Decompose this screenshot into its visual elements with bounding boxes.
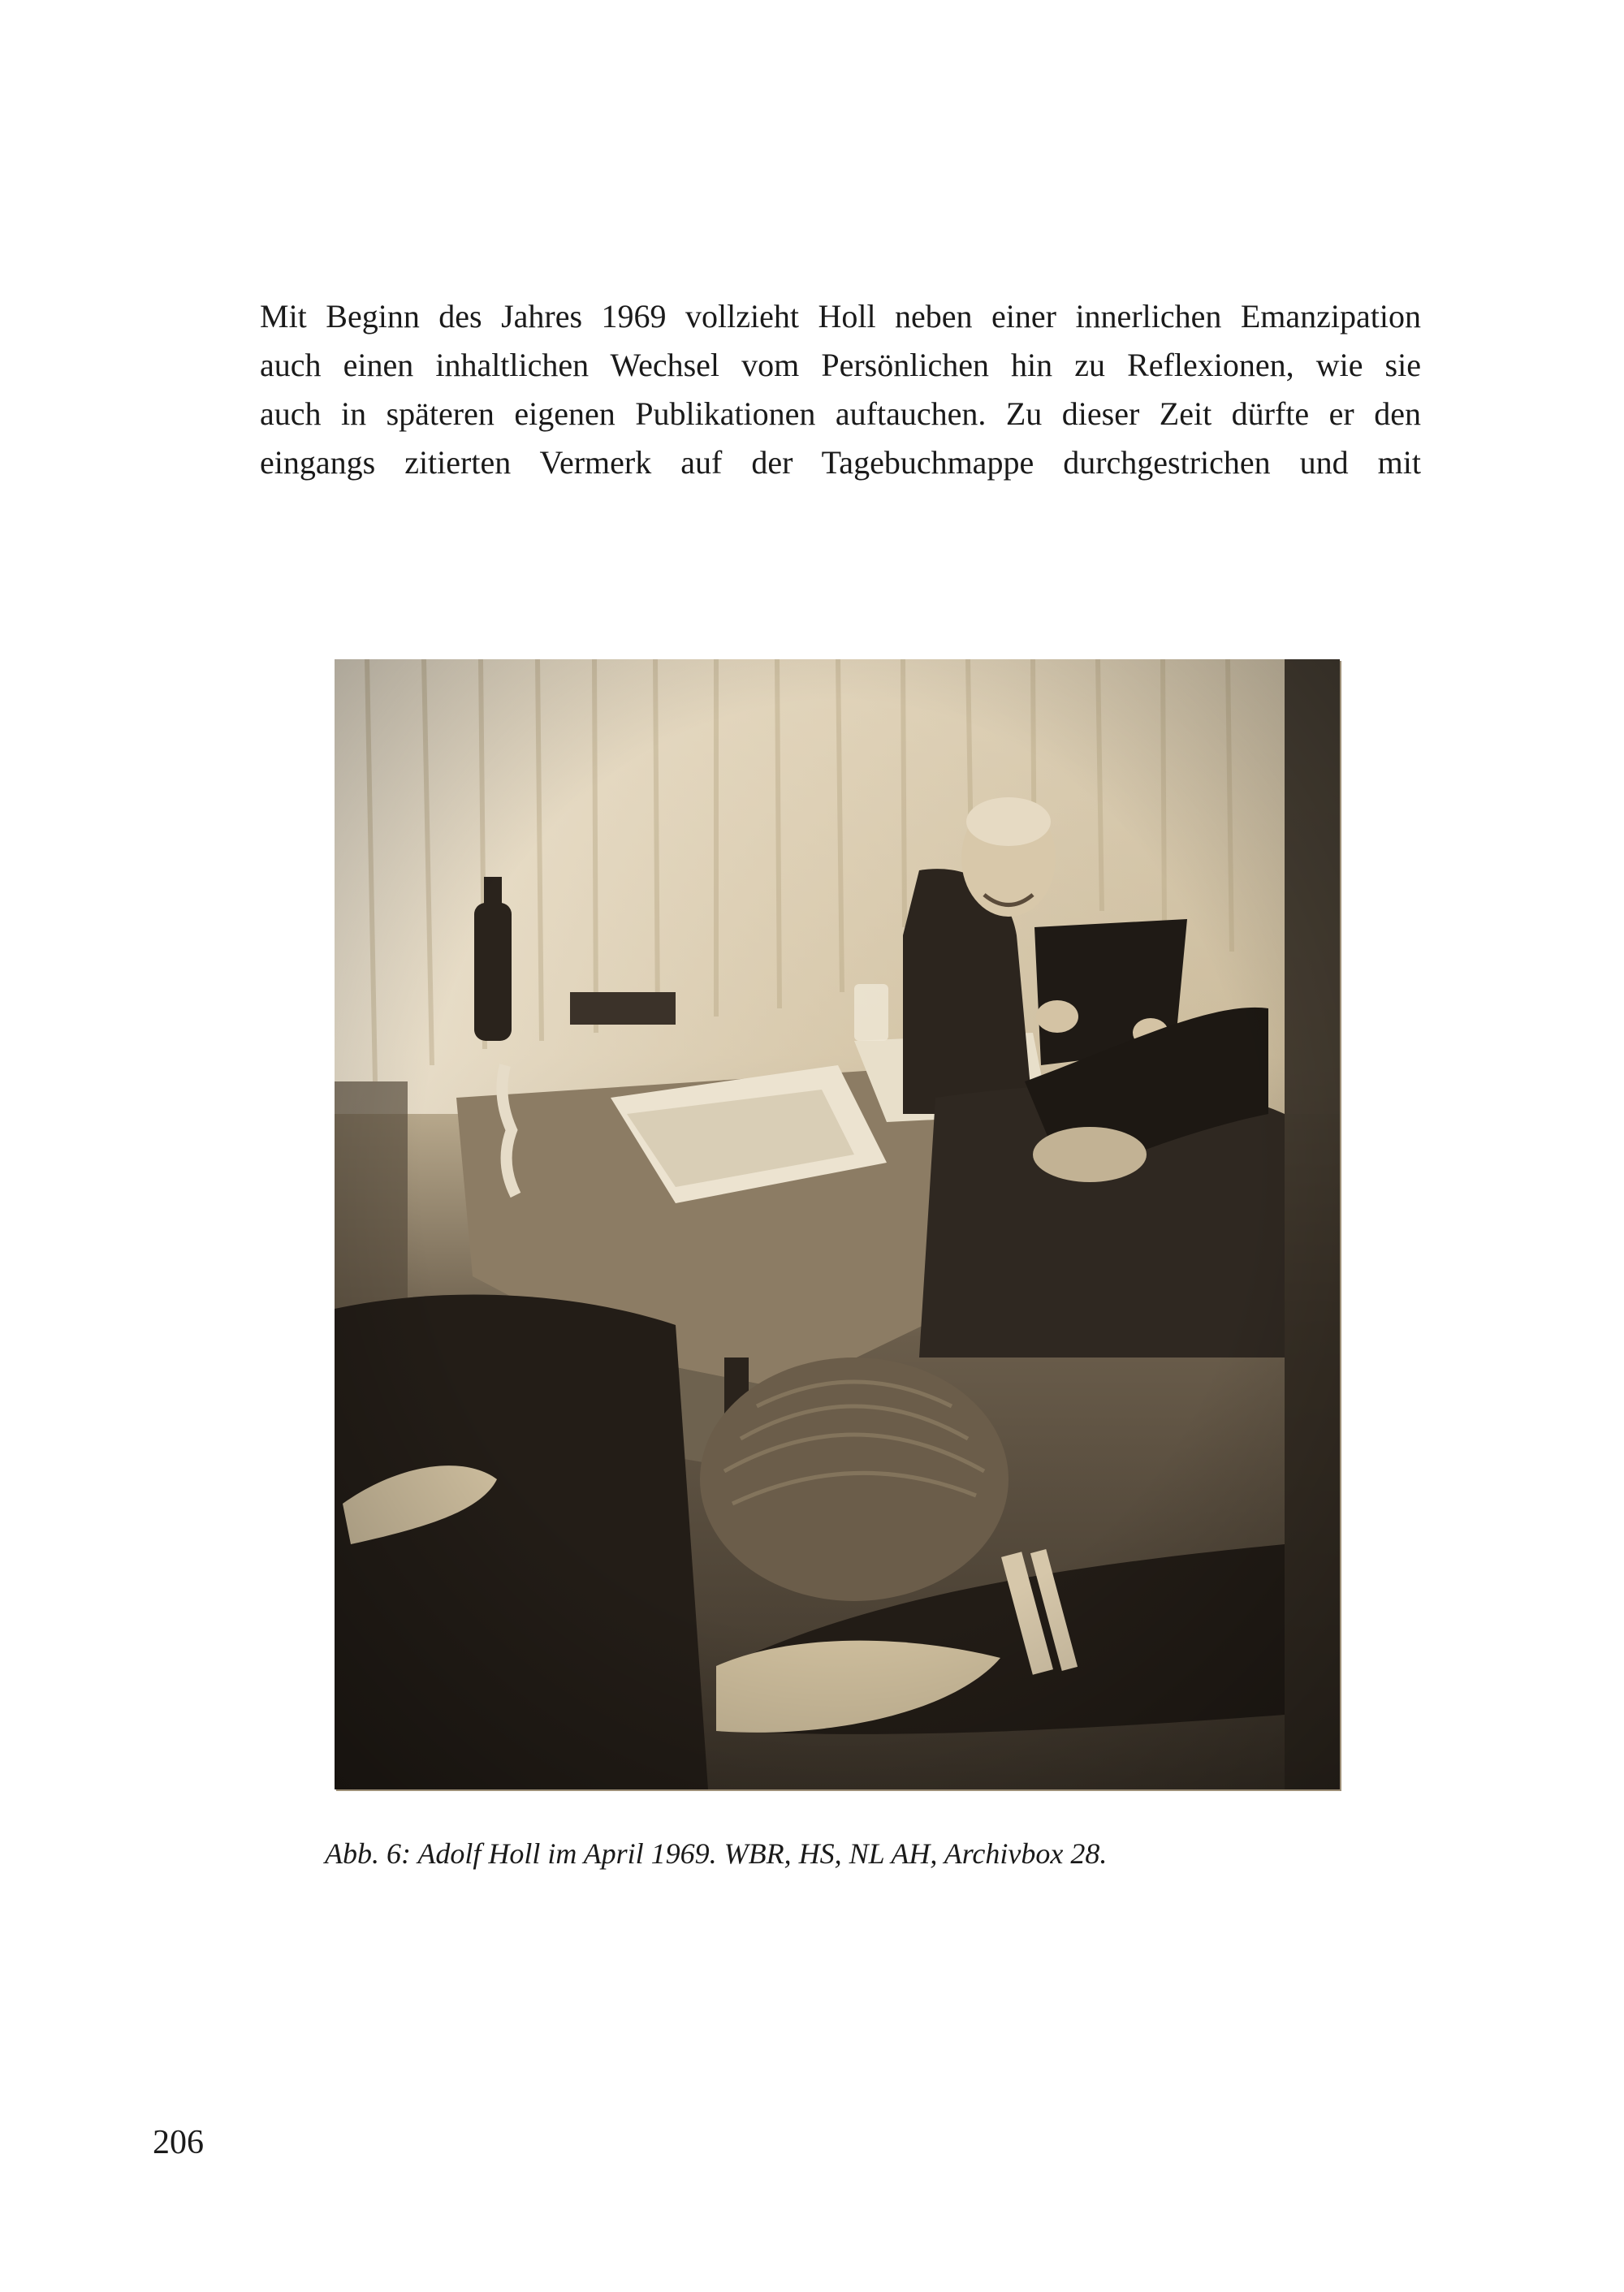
archival-photograph [335,659,1340,1789]
page-number: 206 [153,2124,204,2161]
body-line: auch in späteren eigenen Publikationen auftauchen. Zu dieser Zeit dürfte er den [260,395,1421,432]
body-line: Mit Beginn des Jahres 1969 vollzieht Holl neben einer innerlichen Emanzipation [260,298,1421,335]
figure-caption: Abb. 6: Adolf Holl im April 1969. WBR, HS, NL AH, Archivbox 28. [325,1837,1108,1870]
body-paragraph [260,292,1421,487]
body-line: auch einen inhaltlichen Wechsel vom Persönlichen hin zu Reflexionen, wie sie [260,347,1421,383]
body-line: eingangs zitierten Vermerk auf der Tagebuchmappe durchgestrichen und mit [260,444,1421,481]
